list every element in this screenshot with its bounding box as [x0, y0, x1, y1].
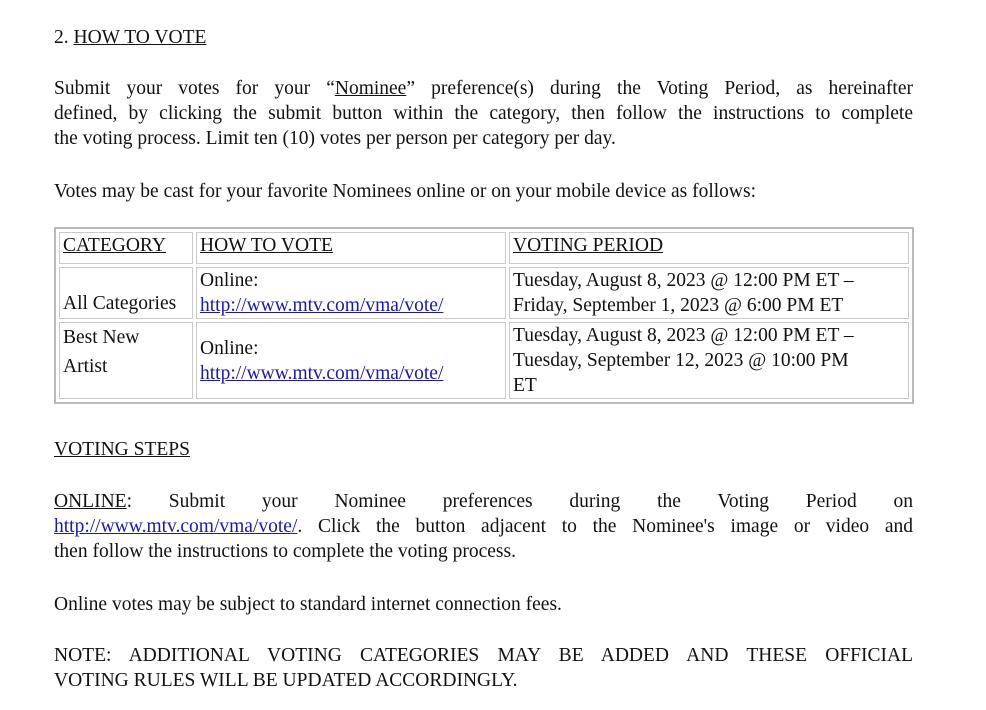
online-label: ONLINE: [54, 491, 127, 512]
fees-note: Online votes may be subject to standard internet connection fees.: [54, 594, 562, 615]
method-label: Online:: [200, 270, 259, 291]
note-line-2: VOTING RULES WILL BE UPDATED ACCORDINGLY.: [54, 670, 518, 691]
section-number: 2.: [54, 27, 69, 48]
intro-line-3: the voting process. Limit ten (10) votes per person per category per day.: [54, 128, 616, 149]
online-steps-paragraph: [54, 489, 913, 564]
table-row: [59, 322, 909, 399]
online-line-3: then follow the instructions to complete the voting process.: [54, 541, 516, 562]
note-line-1: NOTE: ADDITIONAL VOTING CATEGORIES MAY BE ADDED AND THESE OFFICIAL: [54, 645, 913, 666]
row-category: Best New Artist: [59, 322, 193, 399]
method-label: Online:: [200, 337, 259, 359]
row-category: All Categories: [59, 267, 193, 319]
steps-vote-link[interactable]: http://www.mtv.com/vma/vote/: [54, 516, 298, 537]
online-line-1: ONLINE: Submit your Nominee preferences during the Voting Period on: [54, 491, 913, 512]
online-line-2: http://www.mtv.com/vma/vote/. Click the button adjacent to the Nominee's image or video and: [54, 516, 913, 537]
voting-steps-title: VOTING STEPS: [54, 439, 190, 460]
vote-link[interactable]: http://www.mtv.com/vma/vote/: [200, 295, 444, 316]
intro-line-1: Submit your votes for your “Nominee” preference(s) during the Voting Period, as hereinafter: [54, 78, 913, 99]
update-note: [54, 643, 913, 693]
row-voting-period: Tuesday, August 8, 2023 @ 12:00 PM ET – Friday, September 1, 2023 @ 6:00 PM ET: [509, 267, 909, 319]
header-category: CATEGORY: [59, 232, 193, 264]
section-title: HOW TO VOTE: [73, 27, 207, 48]
voting-table: [54, 227, 914, 404]
section-heading: [54, 25, 206, 50]
row-how-to-vote: [196, 322, 506, 399]
vote-link[interactable]: http://www.mtv.com/vma/vote/: [200, 362, 444, 384]
row-how-to-vote: [196, 267, 506, 319]
row-voting-period: Tuesday, August 8, 2023 @ 12:00 PM ET – Tuesday, September 12, 2023 @ 10:00 PM ET: [509, 322, 909, 399]
header-how-to-vote: HOW TO VOTE: [196, 232, 506, 264]
votes-intro: Votes may be cast for your favorite Nominees online or on your mobile device as follows:: [54, 181, 757, 202]
intro-paragraph: [54, 76, 913, 151]
nominee-term: Nominee: [334, 78, 407, 99]
table-header-row: [59, 232, 909, 264]
intro-line-2: defined, by clicking the submit button within the category, then follow the instructions to complete: [54, 103, 913, 124]
table-row: [59, 267, 909, 319]
header-voting-period: VOTING PERIOD: [509, 232, 909, 264]
